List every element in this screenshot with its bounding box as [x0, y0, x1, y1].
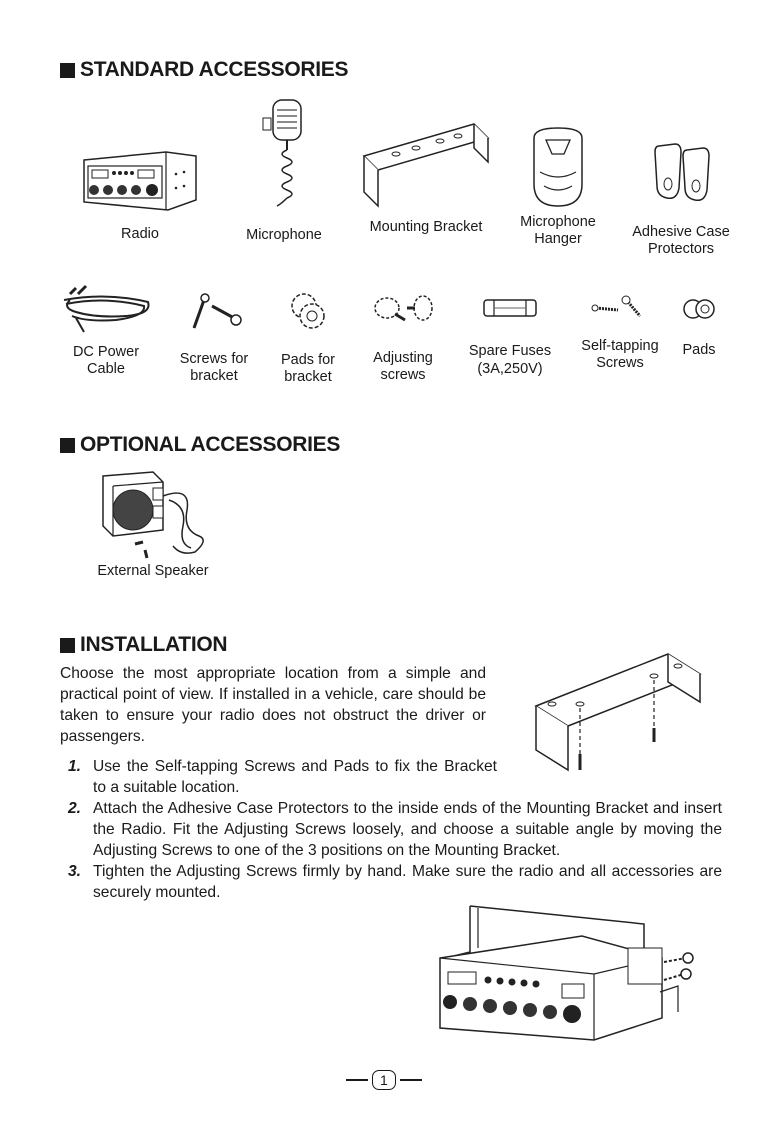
self-tapping-screws-illustration — [590, 294, 650, 324]
pads-for-bracket-item — [266, 290, 350, 386]
pads-for-bracket-label: Pads for bracket — [281, 352, 335, 385]
radio-mounted-illustration — [432, 900, 698, 1046]
self-tapping-screws-item — [570, 294, 670, 372]
page-number — [346, 1070, 422, 1090]
dc-power-cable-illustration — [56, 282, 156, 336]
microphone-item — [234, 96, 334, 244]
installation-heading: INSTALLATION — [60, 633, 227, 657]
self-tapping-screws-label: Self-tapping Screws — [581, 338, 659, 371]
microphone-label: Microphone — [246, 227, 322, 243]
optional-accessories-heading: OPTIONAL ACCESSORIES — [60, 433, 340, 457]
screws-for-bracket-item — [166, 292, 262, 385]
installation-step: 1. Use the Self-tapping Screws and Pads to fix the Bracket to a suitable location. — [68, 758, 497, 796]
adjusting-screws-item — [356, 290, 450, 384]
microphone-hanger-illustration — [528, 124, 588, 210]
page-number-value: 1 — [372, 1070, 396, 1090]
radio-item — [58, 142, 222, 243]
pads-label: Pads — [682, 342, 716, 358]
external-speaker-item — [86, 466, 220, 580]
screws-for-bracket-illustration — [184, 292, 244, 332]
installation-steps — [68, 756, 722, 903]
dc-power-cable-item — [56, 282, 156, 378]
adhesive-case-protectors-item — [626, 140, 736, 258]
spare-fuses-item — [458, 296, 562, 378]
adjusting-screws-illustration — [369, 290, 437, 330]
installation-step: 2. Attach the Adhesive Case Protectors to the inside ends of the Mounting Bracket and insert the Radio. Fit the Adjusting Screws loosely, and choose a suitable angle by moving the Adjusting Screws to one of the 3 positions on the Mounting Bracket. — [68, 800, 722, 859]
adhesive-case-protectors-illustration — [641, 140, 721, 206]
external-speaker-illustration — [91, 466, 215, 560]
installation-step: 3. Tighten the Adjusting Screws firmly by hand. Make sure the radio and all accessories are securely mounted. — [68, 863, 722, 901]
mounting-bracket-illustration — [356, 118, 496, 210]
radio-label: Radio — [121, 226, 159, 242]
mounting-bracket-item — [356, 118, 496, 236]
standard-accessories-heading: STANDARD ACCESSORIES — [60, 58, 348, 82]
adhesive-case-protectors-label: Adhesive Case Protectors — [632, 224, 730, 257]
screws-for-bracket-label: Screws for bracket — [179, 351, 249, 384]
dc-power-cable-label: DC Power Cable — [72, 344, 140, 377]
microphone-illustration — [249, 96, 319, 214]
radio-illustration — [78, 142, 202, 214]
pads-illustration — [679, 296, 719, 322]
spare-fuses-label: Spare Fuses (3A,250V) — [468, 343, 552, 377]
adjusting-screws-label: Adjusting screws — [373, 350, 433, 383]
pads-item — [672, 296, 726, 359]
pads-for-bracket-illustration — [286, 290, 330, 332]
microphone-hanger-item — [508, 124, 608, 248]
mounting-bracket-label: Mounting Bracket — [369, 219, 483, 235]
external-speaker-label: External Speaker — [97, 563, 209, 579]
spare-fuses-illustration — [480, 296, 540, 320]
installation-intro: Choose the most appropriate location from a simple and practical point of view. If installed in a vehicle, care should be taken to ensure your radio does not obstruct the driver or passengers. — [60, 665, 486, 745]
microphone-hanger-label: Microphone Hanger — [520, 214, 596, 247]
